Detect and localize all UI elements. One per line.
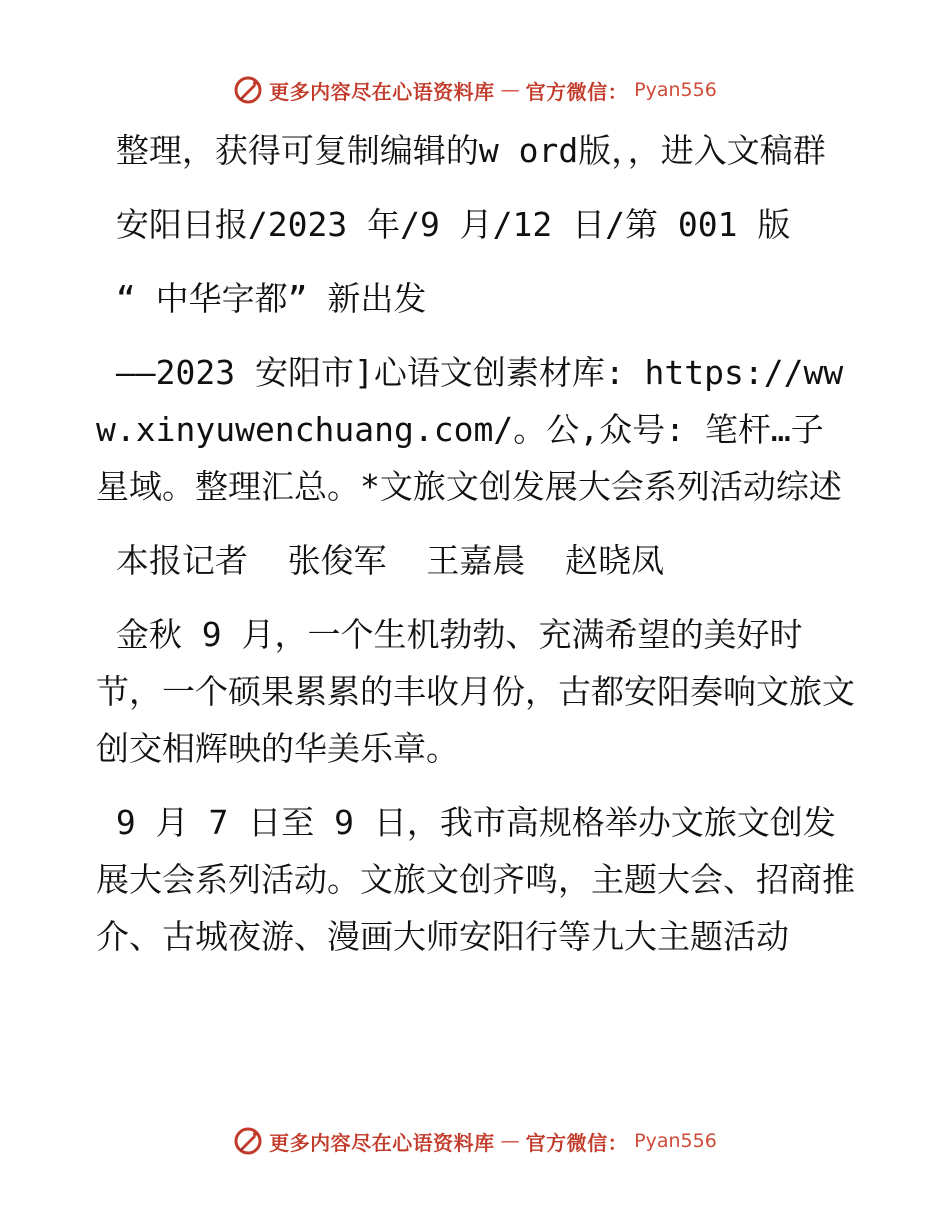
brush-pen-logo-icon	[233, 75, 263, 105]
brush-pen-logo-icon	[233, 1126, 263, 1156]
watermark-account: Pyan556	[634, 79, 717, 101]
header-watermark	[0, 73, 950, 107]
watermark-text: 更多内容尽在心语资料库	[269, 79, 495, 104]
watermark-official-label: 官方微信：	[525, 79, 629, 104]
watermark-official-label: 官方微信：	[525, 1130, 629, 1155]
source-line: 安阳日报/2023 年/9 月/12 日/第 001 版	[96, 205, 791, 244]
watermark-separator: —	[500, 1130, 520, 1152]
byline: 本报记者 张俊军 王嘉晨 赵晓凤	[96, 541, 665, 580]
watermark-text: 更多内容尽在心语资料库	[269, 1130, 495, 1155]
intro-line: 整理，获得可复制编辑的w ord版，，进入文稿群	[96, 131, 826, 170]
footer-watermark	[0, 1124, 950, 1158]
subtitle: ——2023 安阳市]心语文创素材库: https://www.xinyuwenchuang.com/。公,众号: 笔杆…子星域。整理汇总。*文旅文创发展大会系列活动综述	[96, 353, 844, 506]
paragraph-2: 9 月 7 日至 9 日，我市高规格举办文旅文创发展大会系列活动。文旅文创齐鸣，主题大会、招商推介、古城夜游、漫画大师安阳行等九大主题活动	[96, 803, 855, 956]
watermark-separator: —	[500, 79, 520, 101]
document-body	[96, 122, 856, 982]
headline: “ 中华字都” 新出发	[96, 279, 427, 318]
paragraph-1: 金秋 9 月，一个生机勃勃、充满希望的美好时节，一个硕果累累的丰收月份，古都安阳奏响文旅文创交相辉映的华美乐章。	[96, 615, 855, 768]
watermark-account: Pyan556	[634, 1130, 717, 1152]
